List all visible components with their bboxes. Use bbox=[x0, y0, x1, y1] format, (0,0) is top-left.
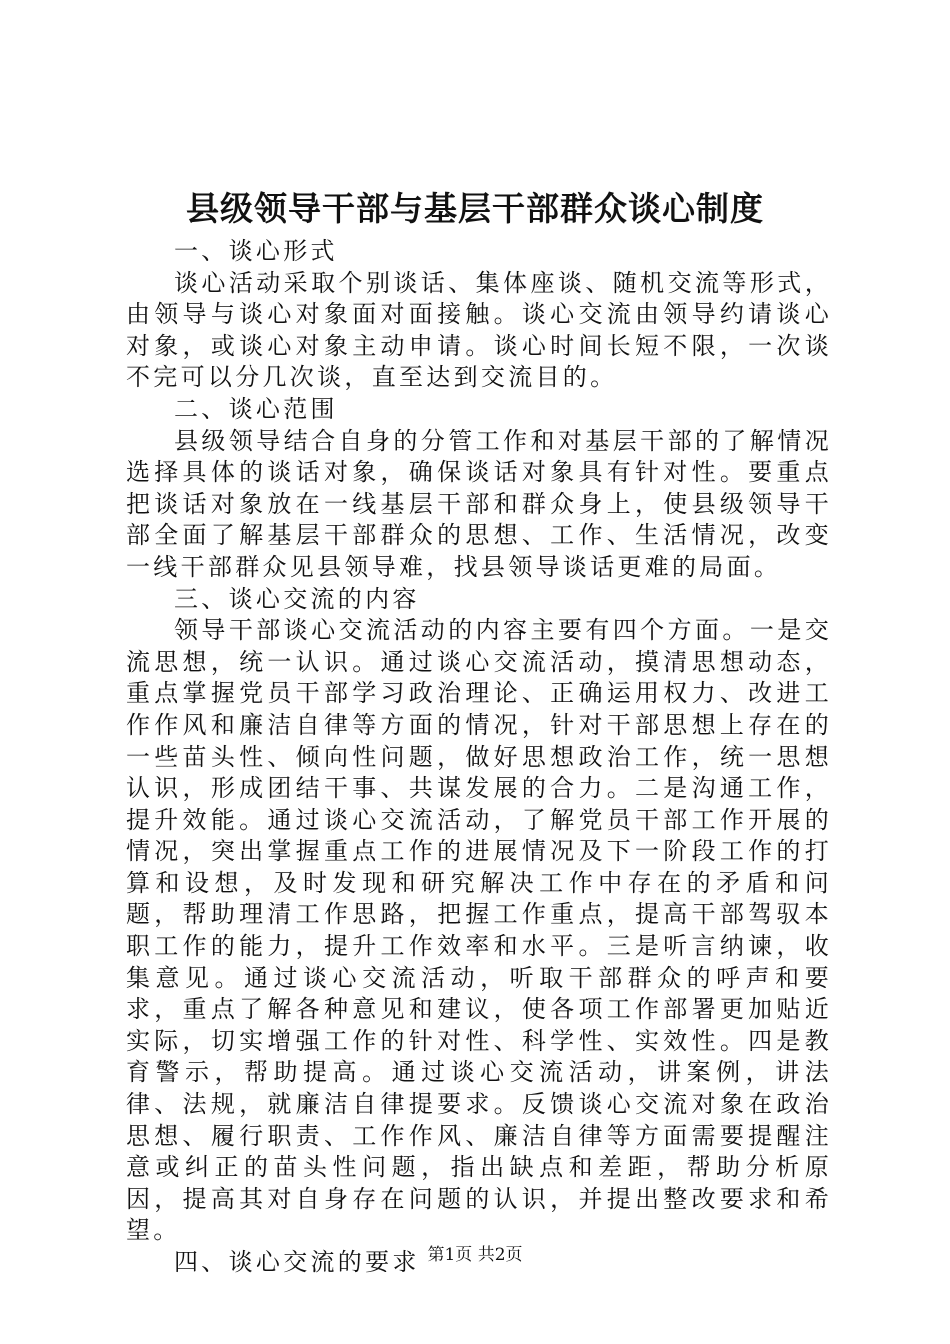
section-heading-requirements: 四、谈心交流的要求 bbox=[174, 1248, 420, 1276]
section-heading-content: 三、谈心交流的内容 bbox=[174, 584, 420, 613]
section-heading-form: 一、谈心形式 bbox=[174, 237, 338, 265]
document-body bbox=[126, 236, 832, 1279]
section-paragraph-content: 领导干部谈心交流活动的内容主要有四个方面。一是交流思想，统一认识。通过谈心交流活动，摸清思想动态，重点掌握党员干部学习政治理论、正确运用权力、改进工作作风和廉洁自律等方面的情况，针对干部思想上存在的一些苗头性、倾向性问题，做好思想政治工作，统一思想认识，形成团结干事、共谋发展的合力。二是沟通工作，提升效能。通过谈心交流活动，了解党员干部工作开展的情况，突出掌握重点工作的进展情况及下一阶段工作的打算和设想，及时发现和研究解决工作中存在的矛盾和问题，帮助理清工作思路，把握工作重点，提高干部驾驭本职工作的能力，提升工作效率和水平。三是听言纳谏，收集意见。通过谈心交流活动，听取干部群众的呼声和要求，重点了解各种意见和建议，使各项工作部署更加贴近实际，切实增强工作的针对性、科学性、实效性。四是教育警示，帮助提高。通过谈心交流活动，讲案例，讲法律、法规，就廉洁自律提要求。反馈谈心交流对象在政治思想、履行职责、工作作风、廉洁自律等方面需要提醒注意或纠正的苗头性问题，指出缺点和差距，帮助分析原因，提高其对自身存在问题的认识，并提出整改要求和希望。 bbox=[126, 616, 832, 1245]
section-paragraph-form: 谈心活动采取个别谈话、集体座谈、随机交流等形式，由领导与谈心对象面对面接触。谈心交流由领导约请谈心对象，或谈心对象主动申请。谈心时间长短不限，一次谈不完可以分几次谈，直至达到交流目的。 bbox=[126, 268, 832, 392]
page-number: 第1页 共2页 bbox=[427, 1245, 523, 1265]
document-title: 县级领导干部与基层干部群众谈心制度 bbox=[186, 189, 764, 228]
section-paragraph-scope: 县级领导结合自身的分管工作和对基层干部的了解情况选择具体的谈话对象，确保谈话对象具有针对性。要重点把谈话对象放在一线基层干部和群众身上，使县级领导干部全面了解基层干部群众的思想、工作、生活情况，改变一线干部群众见县领导难，找县领导谈话更难的局面。 bbox=[126, 426, 832, 581]
section-heading-scope: 二、谈心范围 bbox=[174, 394, 338, 423]
